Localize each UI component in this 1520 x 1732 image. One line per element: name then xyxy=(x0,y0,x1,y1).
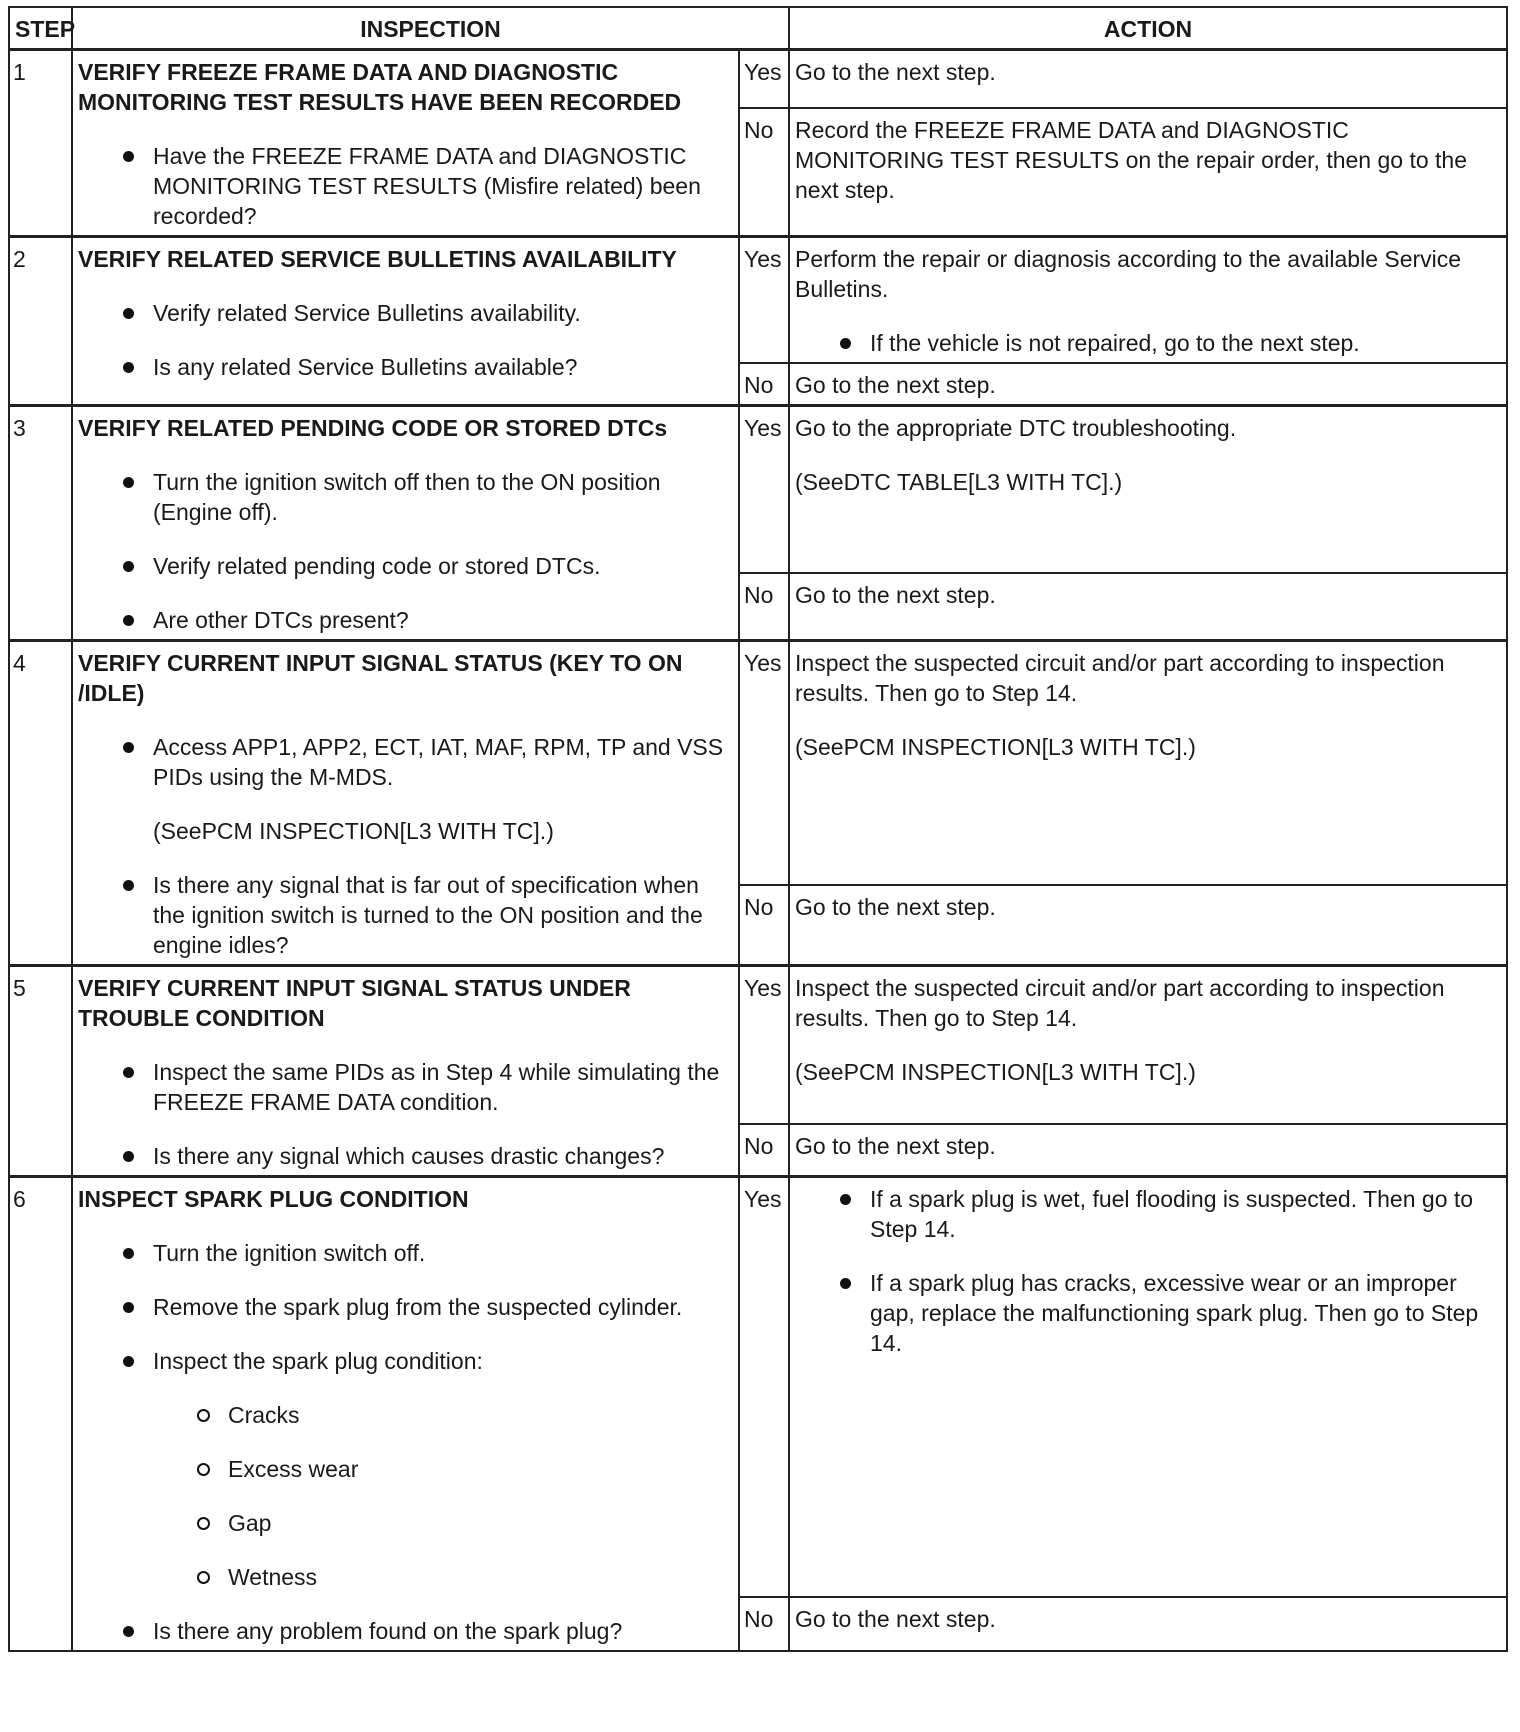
inspection-bullet: Verify related Service Bulletins availability. xyxy=(78,298,733,328)
inspection-bullet: Is there any signal that is far out of specification when the ignition switch is turned to the ON position and the engine idles? xyxy=(78,870,733,960)
inspection-title: VERIFY RELATED PENDING CODE OR STORED DTCs xyxy=(78,415,668,441)
yes-label: Yes xyxy=(739,1177,789,1598)
inspection-bullet: Verify related pending code or stored DTCs. xyxy=(78,551,733,581)
inspection-bullet: Inspect the same PIDs as in Step 4 while simulating the FREEZE FRAME DATA condition. xyxy=(78,1057,733,1117)
table-row-step-4 xyxy=(9,641,1507,886)
step-number: 3 xyxy=(9,406,72,641)
reference-link[interactable]: (SeePCM INSPECTION[L3 WITH TC].) xyxy=(153,818,554,844)
header-action: ACTION xyxy=(789,7,1507,50)
inspection-cell xyxy=(72,237,739,406)
inspection-title: VERIFY RELATED SERVICE BULLETINS AVAILABILITY xyxy=(78,246,677,272)
inspection-bullet: Turn the ignition switch off then to the ON position (Engine off). xyxy=(78,467,733,527)
inspection-bullet: Remove the spark plug from the suspected cylinder. xyxy=(78,1292,733,1322)
inspection-bullet: Is any related Service Bulletins available? xyxy=(78,352,733,382)
yes-label: Yes xyxy=(739,966,789,1125)
inspection-title: VERIFY CURRENT INPUT SIGNAL STATUS UNDER TROUBLE CONDITION xyxy=(78,975,631,1031)
action-bullet: If a spark plug has cracks, excessive wear or an improper gap, replace the malfunctioning spark plug. Then go to Step 14. xyxy=(795,1268,1501,1358)
no-action: Go to the next step. xyxy=(789,885,1507,966)
yes-action-cell xyxy=(789,966,1507,1125)
diagnostic-procedure-page xyxy=(8,6,1506,1652)
inspection-bullet: Have the FREEZE FRAME DATA and DIAGNOSTIC MONITORING TEST RESULTS (Misfire related) been recorded? xyxy=(78,141,733,231)
header-inspection: INSPECTION xyxy=(72,7,789,50)
reference-link[interactable]: (SeeDTC TABLE[L3 WITH TC].) xyxy=(795,469,1123,495)
no-label: No xyxy=(739,1597,789,1651)
reference-link[interactable]: (SeePCM INSPECTION[L3 WITH TC].) xyxy=(795,734,1196,760)
yes-action: Go to the next step. xyxy=(789,50,1507,109)
yes-action-cell xyxy=(789,406,1507,574)
inspection-bullet: Is there any signal which causes drastic changes? xyxy=(78,1141,733,1171)
table-row-step-5 xyxy=(9,966,1507,1125)
no-action: Go to the next step. xyxy=(789,573,1507,641)
step-number: 5 xyxy=(9,966,72,1177)
sub-bullet-item: Wetness xyxy=(153,1562,733,1592)
no-action: Go to the next step. xyxy=(789,363,1507,406)
inspection-bullet: Access APP1, APP2, ECT, IAT, MAF, RPM, TP and VSS PIDs using the M-MDS. xyxy=(78,732,733,792)
no-action: Go to the next step. xyxy=(789,1124,1507,1177)
sub-bullet-item: Excess wear xyxy=(153,1454,733,1484)
table-row-step-6 xyxy=(9,1177,1507,1598)
reference-link[interactable]: (SeePCM INSPECTION[L3 WITH TC].) xyxy=(795,1059,1196,1085)
yes-action: Go to the appropriate DTC troubleshooting. xyxy=(795,415,1237,441)
yes-action-cell xyxy=(789,641,1507,886)
diagnostic-table xyxy=(8,6,1508,1652)
inspection-bullet-text: Inspect the spark plug condition: xyxy=(153,1348,483,1374)
inspection-cell xyxy=(72,641,739,966)
table-row-step-1 xyxy=(9,50,1507,109)
yes-action: Inspect the suspected circuit and/or part according to inspection results. Then go to Step 14. xyxy=(795,975,1445,1031)
no-label: No xyxy=(739,108,789,237)
yes-action: Inspect the suspected circuit and/or part according to inspection results. Then go to Step 14. xyxy=(795,650,1445,706)
inspection-bullet: Are other DTCs present? xyxy=(78,605,733,635)
inspection-bullet: Is there any problem found on the spark plug? xyxy=(78,1616,733,1646)
yes-label: Yes xyxy=(739,641,789,886)
sub-bullet-item: Gap xyxy=(153,1508,733,1538)
action-bullet: If a spark plug is wet, fuel flooding is suspected. Then go to Step 14. xyxy=(795,1184,1501,1244)
inspection-title: INSPECT SPARK PLUG CONDITION xyxy=(78,1186,469,1212)
step-number: 1 xyxy=(9,50,72,237)
no-action: Go to the next step. xyxy=(789,1597,1507,1651)
inspection-title: VERIFY CURRENT INPUT SIGNAL STATUS (KEY TO ON /IDLE) xyxy=(78,650,683,706)
action-bullet: If the vehicle is not repaired, go to the next step. xyxy=(795,328,1501,358)
no-action: Record the FREEZE FRAME DATA and DIAGNOSTIC MONITORING TEST RESULTS on the repair order, then go to the next step. xyxy=(789,108,1507,237)
yes-action-cell xyxy=(789,1177,1507,1598)
yes-label: Yes xyxy=(739,406,789,574)
sub-bullet-item: Cracks xyxy=(153,1400,733,1430)
step-number: 2 xyxy=(9,237,72,406)
no-label: No xyxy=(739,573,789,641)
inspection-title: VERIFY FREEZE FRAME DATA AND DIAGNOSTIC MONITORING TEST RESULTS HAVE BEEN RECORDED xyxy=(78,59,682,115)
step-number: 6 xyxy=(9,1177,72,1652)
inspection-cell xyxy=(72,406,739,641)
table-row-step-2 xyxy=(9,237,1507,364)
yes-label: Yes xyxy=(739,50,789,109)
inspection-cell xyxy=(72,1177,739,1652)
header-step: STEP xyxy=(9,7,72,50)
inspection-cell xyxy=(72,50,739,237)
no-label: No xyxy=(739,885,789,966)
yes-action: Perform the repair or diagnosis according to the available Service Bulletins. xyxy=(795,246,1462,302)
no-label: No xyxy=(739,363,789,406)
inspection-cell xyxy=(72,966,739,1177)
table-row-step-3 xyxy=(9,406,1507,574)
step-number: 4 xyxy=(9,641,72,966)
table-header-row xyxy=(9,7,1507,50)
inspection-bullet: Turn the ignition switch off. xyxy=(78,1238,733,1268)
inspection-bullet xyxy=(78,1346,733,1376)
no-label: No xyxy=(739,1124,789,1177)
yes-action-cell xyxy=(789,237,1507,364)
yes-label: Yes xyxy=(739,237,789,364)
